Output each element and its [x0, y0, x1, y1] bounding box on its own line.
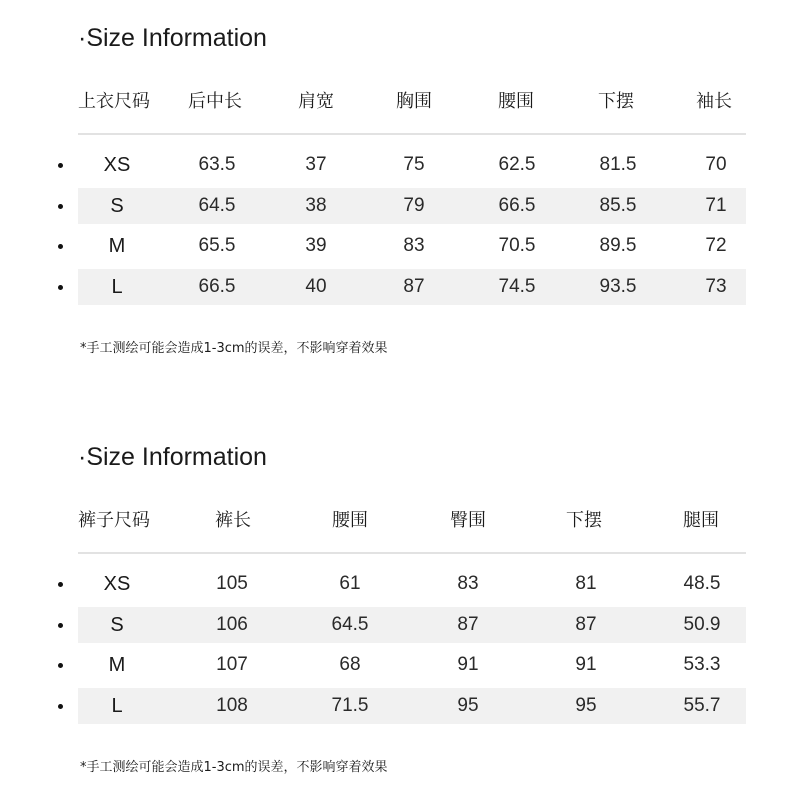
tops-cell-hem: 93.5	[599, 276, 637, 297]
tops-header-chest: 胸围	[396, 91, 432, 112]
tops-header-shoulder: 肩宽	[298, 91, 334, 112]
tops-cell-chest: 83	[403, 235, 425, 256]
tops-row-bullet	[58, 163, 63, 168]
tops-cell-waist: 70.5	[498, 235, 536, 256]
tops-header-sleeve: 袖长	[696, 91, 732, 112]
pants-cell-hem: 91	[575, 654, 597, 675]
table-row	[78, 147, 746, 183]
tops-cell-size: XS	[103, 154, 131, 176]
tops-cell-hem: 85.5	[599, 195, 637, 216]
pants-header-row	[78, 506, 746, 536]
tops-cell-hem: 81.5	[599, 154, 637, 175]
table-row	[78, 607, 746, 643]
tops-cell-shoulder: 37	[305, 154, 327, 175]
tops-cell-chest: 87	[403, 276, 425, 297]
tops-cell-size: S	[110, 195, 124, 217]
pants-cell-length: 108	[216, 695, 248, 716]
tops-header-hem: 下摆	[598, 91, 634, 112]
tops-cell-size: M	[108, 235, 126, 257]
pants-header-hem: 下摆	[566, 510, 602, 531]
tops-cell-size: L	[111, 276, 123, 298]
pants-cell-size: S	[110, 614, 124, 636]
table-row	[78, 188, 746, 224]
tops-measurement-note: *手工测绘可能会造成1-3cm的误差，不影响穿着效果	[80, 341, 388, 356]
tops-cell-shoulder: 40	[305, 276, 327, 297]
tops-cell-sleeve: 70	[705, 154, 727, 175]
pants-cell-size: XS	[103, 573, 131, 595]
tops-header-back-length: 后中长	[188, 91, 242, 112]
tops-cell-back-length: 63.5	[198, 154, 236, 175]
pants-row-bullet	[58, 623, 63, 628]
tops-cell-back-length: 64.5	[198, 195, 236, 216]
table-row	[78, 647, 746, 683]
tops-cell-waist: 66.5	[498, 195, 536, 216]
pants-header-length: 裤长	[215, 510, 251, 531]
pants-cell-waist: 71.5	[331, 695, 369, 716]
pants-cell-hip: 87	[457, 614, 479, 635]
pants-measurement-note: *手工测绘可能会造成1-3cm的误差，不影响穿着效果	[80, 760, 388, 775]
tops-header-waist: 腰围	[498, 91, 534, 112]
pants-cell-length: 107	[216, 654, 248, 675]
table-row	[78, 566, 746, 602]
tops-cell-back-length: 66.5	[198, 276, 236, 297]
table-row	[78, 688, 746, 724]
tops-cell-shoulder: 38	[305, 195, 327, 216]
tops-cell-shoulder: 39	[305, 235, 327, 256]
pants-header-divider	[78, 552, 746, 554]
pants-row-bullet	[58, 663, 63, 668]
tops-row-bullet	[58, 244, 63, 249]
pants-cell-hem: 81	[575, 573, 597, 594]
tops-cell-waist: 74.5	[498, 276, 536, 297]
tops-cell-sleeve: 73	[705, 276, 727, 297]
pants-cell-thigh: 48.5	[683, 573, 721, 594]
tops-title: ·Size Information	[78, 24, 267, 52]
tops-row-bullet	[58, 204, 63, 209]
tops-cell-sleeve: 72	[705, 235, 727, 256]
tops-header-divider	[78, 133, 746, 135]
pants-cell-hem: 95	[575, 695, 597, 716]
pants-cell-size: M	[108, 654, 126, 676]
pants-title: ·Size Information	[78, 443, 267, 471]
tops-header-size: 上衣尺码	[78, 91, 150, 112]
table-row	[78, 228, 746, 264]
pants-cell-hip: 91	[457, 654, 479, 675]
pants-header-size: 裤子尺码	[78, 510, 150, 531]
pants-cell-length: 105	[216, 573, 248, 594]
tops-cell-chest: 79	[403, 195, 425, 216]
pants-cell-thigh: 53.3	[683, 654, 721, 675]
pants-cell-hem: 87	[575, 614, 597, 635]
pants-cell-length: 106	[216, 614, 248, 635]
pants-cell-waist: 68	[339, 654, 361, 675]
pants-cell-thigh: 55.7	[683, 695, 721, 716]
tops-cell-hem: 89.5	[599, 235, 637, 256]
tops-cell-sleeve: 71	[705, 195, 727, 216]
pants-row-bullet	[58, 582, 63, 587]
tops-cell-chest: 75	[403, 154, 425, 175]
pants-cell-thigh: 50.9	[683, 614, 721, 635]
pants-cell-waist: 61	[339, 573, 361, 594]
table-row	[78, 269, 746, 305]
pants-cell-hip: 95	[457, 695, 479, 716]
tops-header-row	[78, 87, 746, 117]
tops-row-bullet	[58, 285, 63, 290]
pants-cell-hip: 83	[457, 573, 479, 594]
pants-cell-size: L	[111, 695, 123, 717]
pants-header-waist: 腰围	[332, 510, 368, 531]
pants-header-hip: 臀围	[450, 510, 486, 531]
pants-cell-waist: 64.5	[331, 614, 369, 635]
tops-cell-waist: 62.5	[498, 154, 536, 175]
tops-cell-back-length: 65.5	[198, 235, 236, 256]
pants-row-bullet	[58, 704, 63, 709]
pants-header-thigh: 腿围	[683, 510, 719, 531]
